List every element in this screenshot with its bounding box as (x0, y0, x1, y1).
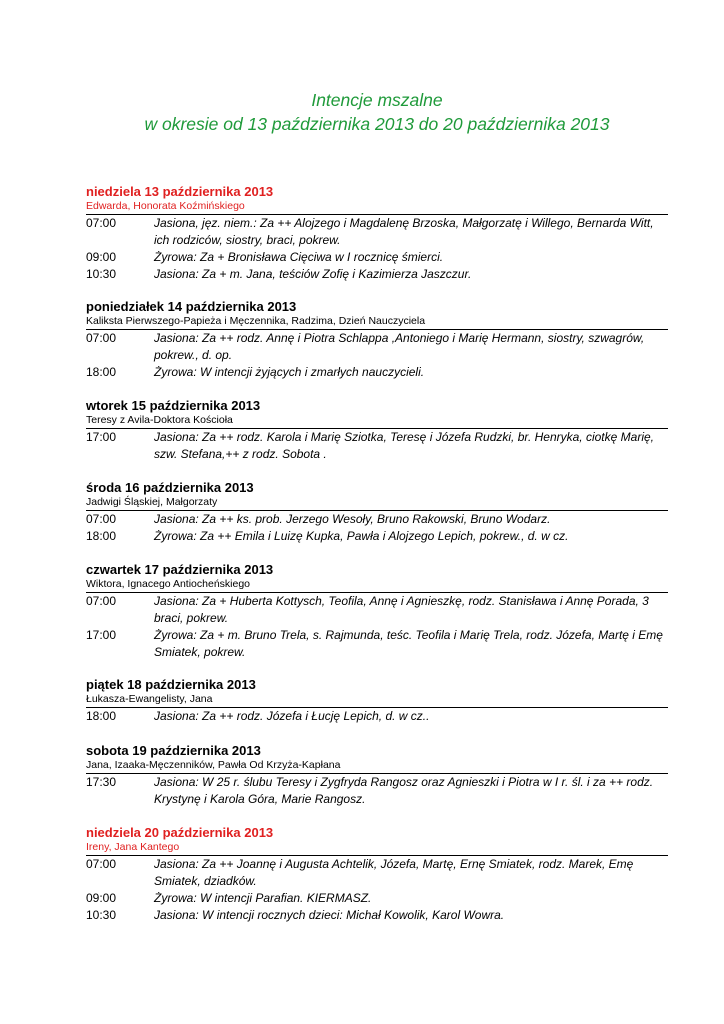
mass-time: 09:00 (86, 891, 117, 905)
day-heading: czwartek 17 października 2013 (86, 562, 274, 577)
mass-entry (86, 708, 668, 725)
day-saints: Ireny, Jana Kantego (86, 841, 668, 856)
mass-intention: Żyrowa: W intencji Parafian. KIERMASZ. (154, 891, 372, 905)
day-heading: wtorek 15 października 2013 (86, 398, 261, 413)
mass-entry (86, 511, 668, 528)
mass-entry (86, 774, 668, 808)
mass-entry (86, 528, 668, 545)
mass-intention: Jasiona: Za ++ Joannę i Augusta Achtelik, Józefa, Martę, Ernę Smiatek, rodz. Marek, Emę Smiatek, dziadków. (154, 857, 634, 888)
mass-intention: Jasiona: Za ++ ks. prob. Jerzego Wesoły, Bruno Rakowski, Bruno Wodarz. (154, 512, 551, 526)
day-section (86, 479, 668, 545)
mass-entry (86, 330, 668, 364)
mass-time: 07:00 (86, 857, 117, 871)
mass-time: 10:30 (86, 267, 117, 281)
mass-time: 10:30 (86, 908, 117, 922)
day-saints: Teresy z Avila-Doktora Kościoła (86, 414, 668, 429)
mass-intention: Jasiona: Za + m. Jana, teściów Zofię i Kazimierza Jaszczur. (154, 267, 472, 281)
mass-time: 17:00 (86, 430, 117, 444)
day-heading: sobota 19 października 2013 (86, 743, 261, 758)
mass-time: 09:00 (86, 250, 117, 264)
mass-time: 18:00 (86, 529, 117, 543)
title-line-1: Intencje mszalne (311, 90, 443, 110)
mass-intention: Jasiona: Za ++ rodz. Józefa i Łucję Lepich, d. w cz.. (154, 709, 430, 723)
day-section (86, 561, 668, 661)
mass-intention: Żyrowa: Za ++ Emila i Luizę Kupka, Pawła i Alojzego Lepich, pokrew., d. w cz. (154, 529, 569, 543)
mass-intention: Jasiona: Za ++ rodz. Annę i Piotra Schlappa ,Antoniego i Marię Hermann, siostry, szwagrów, pokrew., d. op. (154, 331, 645, 362)
mass-entry (86, 890, 668, 907)
day-section (86, 298, 668, 381)
day-saints: Edwarda, Honorata Koźmińskiego (86, 200, 668, 215)
mass-entry (86, 593, 668, 627)
mass-intention: Żyrowa: W intencji żyjących i zmarłych nauczycieli. (154, 365, 425, 379)
day-saints: Jadwigi Śląskiej, Małgorzaty (86, 496, 668, 511)
day-heading: niedziela 13 października 2013 (86, 184, 274, 199)
mass-time: 07:00 (86, 216, 117, 230)
mass-time: 07:00 (86, 331, 117, 345)
day-saints: Jana, Izaaka-Męczenników, Pawła Od Krzyża-Kapłana (86, 759, 668, 774)
mass-entry (86, 364, 668, 381)
mass-time: 17:30 (86, 775, 117, 789)
mass-intention: Jasiona: Za + Huberta Kottysch, Teofila, Annę i Agnieszkę, rodz. Stanisława i Annę Porada, 3 braci, pokrew. (154, 594, 649, 625)
mass-time: 18:00 (86, 709, 117, 723)
mass-entry (86, 215, 668, 249)
day-section (86, 397, 668, 463)
document-title (46, 88, 708, 136)
mass-entry (86, 627, 668, 661)
day-heading: środa 16 października 2013 (86, 480, 254, 495)
mass-entry (86, 249, 668, 266)
mass-entry (86, 429, 668, 463)
mass-intention: Żyrowa: Za + m. Bruno Trela, s. Rajmunda, teśc. Teofila i Marię Trela, rodz. Józefa, Martę i Emę Smiatek, pokrew. (154, 628, 663, 659)
day-saints: Wiktora, Ignacego Antiocheńskiego (86, 578, 668, 593)
mass-entry (86, 856, 668, 890)
day-saints: Kaliksta Pierwszego-Papieża i Męczennika, Radzima, Dzień Nauczyciela (86, 315, 668, 330)
day-heading: piątek 18 października 2013 (86, 677, 256, 692)
day-section (86, 183, 668, 283)
day-section (86, 824, 668, 924)
day-heading: niedziela 20 października 2013 (86, 825, 274, 840)
day-section (86, 676, 668, 725)
mass-entry (86, 907, 668, 924)
day-section (86, 742, 668, 808)
mass-time: 17:00 (86, 628, 117, 642)
mass-intention: Jasiona: W intencji rocznych dzieci: Michał Kowolik, Karol Wowra. (154, 908, 505, 922)
mass-time: 18:00 (86, 365, 117, 379)
mass-time: 07:00 (86, 594, 117, 608)
mass-intention: Jasiona, jęz. niem.: Za ++ Alojzego i Magdalenę Brzoska, Małgorzatę i Willego, Bernarda Witt, ich rodziców, siostry, braci, pokrew. (154, 216, 654, 247)
mass-intention: Jasiona: W 25 r. ślubu Teresy i Zygfryda Rangosz oraz Agnieszki i Piotra w I r. śl. i za ++ rodz. Krystynę i Karola Góra, Marie Rangosz. (154, 775, 654, 806)
day-heading: poniedziałek 14 października 2013 (86, 299, 297, 314)
day-saints: Łukasza-Ewangelisty, Jana (86, 693, 668, 708)
mass-time: 07:00 (86, 512, 117, 526)
mass-intention: Żyrowa: Za + Bronisława Cięciwa w I rocznicę śmierci. (154, 250, 444, 264)
mass-entry (86, 266, 668, 283)
mass-intention: Jasiona: Za ++ rodz. Karola i Marię Sziotka, Teresę i Józefa Rudzki, br. Henryka, ciotkę Marię, szw. Stefana,++ z rodz. Sobota . (154, 430, 654, 461)
title-line-2: w okresie od 13 października 2013 do 20 października 2013 (144, 114, 610, 134)
